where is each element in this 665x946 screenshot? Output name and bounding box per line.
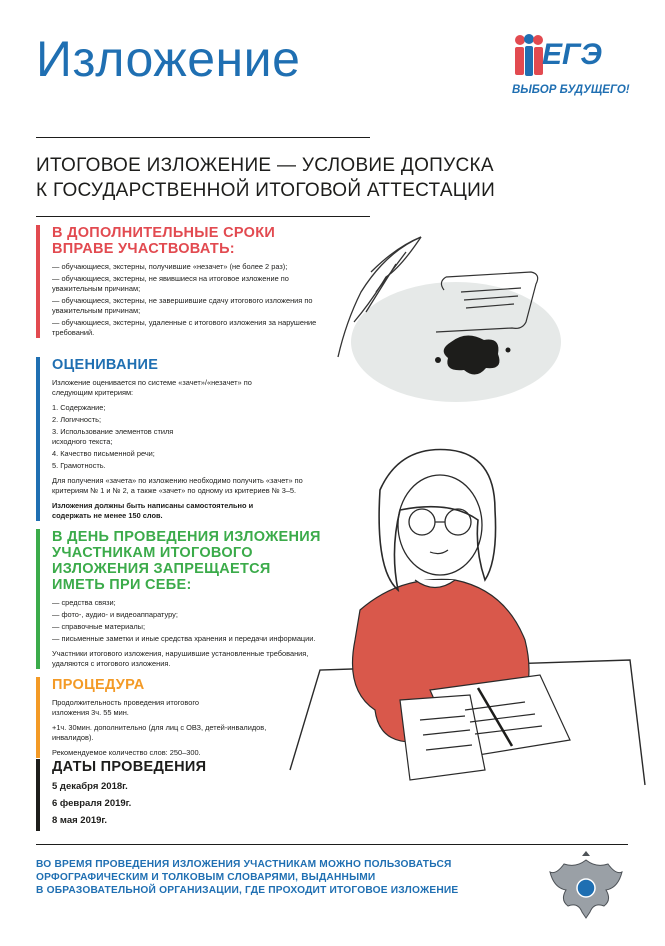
headline (36, 153, 596, 203)
section-title: В ДОПОЛНИТЕЛЬНЫЕ СРОКИ ВПРАВЕ УЧАСТВОВАТЬ: (52, 225, 276, 257)
list-item: — письменные заметки и иные средства хранения и передачи информации. (52, 634, 316, 643)
section-title: ПРОЦЕДУРА (52, 677, 145, 693)
ege-logo-text: ЕГЭ (542, 38, 602, 71)
section-extra-dates (36, 225, 326, 338)
rosobrnadzor-emblem-icon (546, 850, 626, 922)
headline-line-1: ИТОГОВОЕ ИЗЛОЖЕНИЕ — УСЛОВИЕ ДОПУСКА (36, 155, 494, 176)
grading-rule: Для получения «зачета» по изложению необходимо получить «зачет» по критериям № 1 и № 2, а также «зачет» по одному из критериев № 3–5. (52, 476, 303, 495)
criteria-item: 4. Качество письменной речи; (52, 449, 155, 458)
list-item: — обучающиеся, экстерны, не явившиеся на итоговое изложение по уважительным причинам; (52, 274, 289, 293)
date-item: 8 мая 2019г. (52, 815, 108, 826)
ege-logo (512, 34, 637, 102)
page-title: Изложение (36, 31, 301, 87)
criteria-item: 2. Логичность; (52, 415, 102, 424)
date-item: 6 февраля 2019г. (52, 798, 132, 809)
list-item: — справочные материалы; (52, 622, 146, 631)
section-title: ДАТЫ ПРОВЕДЕНИЯ (52, 759, 207, 775)
grading-intro: Изложение оценивается по системе «зачет»/«незачет» по следующим критериям: (52, 378, 252, 397)
section-bar (36, 225, 40, 338)
procedure-words: Рекомендуемое количество слов: 250–300. (52, 748, 201, 757)
date-item: 5 декабря 2018г. (52, 781, 128, 792)
list-item: — средства связи; (52, 598, 116, 607)
criteria-item: 3. Использование элементов стиля исходного текста; (52, 427, 174, 446)
procedure-duration: Продолжительность проведения итогового изложения 3ч. 55 мин. (52, 698, 200, 717)
section-title: В ДЕНЬ ПРОВЕДЕНИЯ ИЗЛОЖЕНИЯ УЧАСТНИКАМ ИТОГОВОГО ИЗЛОЖЕНИЯ ЗАПРЕЩАЕТСЯ ИМЕТЬ ПРИ СЕБЕ: (52, 529, 321, 593)
procedure-extra-time: +1ч. 30мин. дополнительно (для лиц с ОВЗ, детей-инвалидов, инвалидов). (52, 723, 267, 742)
quill-scroll-illustration (326, 232, 566, 412)
footer-line-3: В ОБРАЗОВАТЕЛЬНОЙ ОРГАНИЗАЦИИ, ГДЕ ПРОХОДИТ ИТОГОВОЕ ИЗЛОЖЕНИЕ (36, 885, 459, 896)
footer-line-1: ВО ВРЕМЯ ПРОВЕДЕНИЯ ИЗЛОЖЕНИЯ УЧАСТНИКАМ МОЖНО ПОЛЬЗОВАТЬСЯ (36, 859, 452, 870)
headline-line-2: К ГОСУДАРСТВЕННОЙ ИТОГОВОЙ АТТЕСТАЦИИ (36, 180, 496, 201)
student-illustration (250, 440, 650, 800)
list-item: — фото-, аудио- и видеоаппаратуру; (52, 610, 178, 619)
list-item: — обучающиеся, экстерны, удаленные с итогового изложения за нарушение требований. (52, 318, 317, 337)
section-bar (36, 357, 40, 521)
section-bar (36, 759, 40, 831)
criteria-item: 5. Грамотность. (52, 461, 106, 470)
footer-note (36, 858, 526, 897)
ege-logo-slogan: ВЫБОР БУДУЩЕГО! (512, 84, 630, 96)
hair (379, 450, 495, 591)
footer-line-2: ОРФОГРАФИЧЕСКИМ И ТОЛКОВЫМ СЛОВАРЯМИ, ВЫДАННЫМИ (36, 872, 376, 883)
list-item: — обучающиеся, экстерны, получившие «незачет» (не более 2 раз); (52, 262, 288, 271)
ege-logo-icon (514, 34, 544, 78)
grading-note: Изложения должны быть написаны самостоятельно и содержать не менее 150 слов. (52, 501, 254, 520)
forbidden-note: Участники итогового изложения, нарушившие установленные требования, удаляются с итогового изложения. (52, 649, 309, 668)
top-rule (36, 137, 370, 138)
section-title: ОЦЕНИВАНИЕ (52, 357, 159, 373)
footer-rule (36, 844, 628, 845)
section-bar (36, 677, 40, 758)
headline-rule (36, 216, 370, 217)
criteria-item: 1. Содержание; (52, 403, 106, 412)
section-bar (36, 529, 40, 669)
list-item: — обучающиеся, экстерны, не завершившие сдачу итогового изложения по уважительным причинам; (52, 296, 313, 315)
